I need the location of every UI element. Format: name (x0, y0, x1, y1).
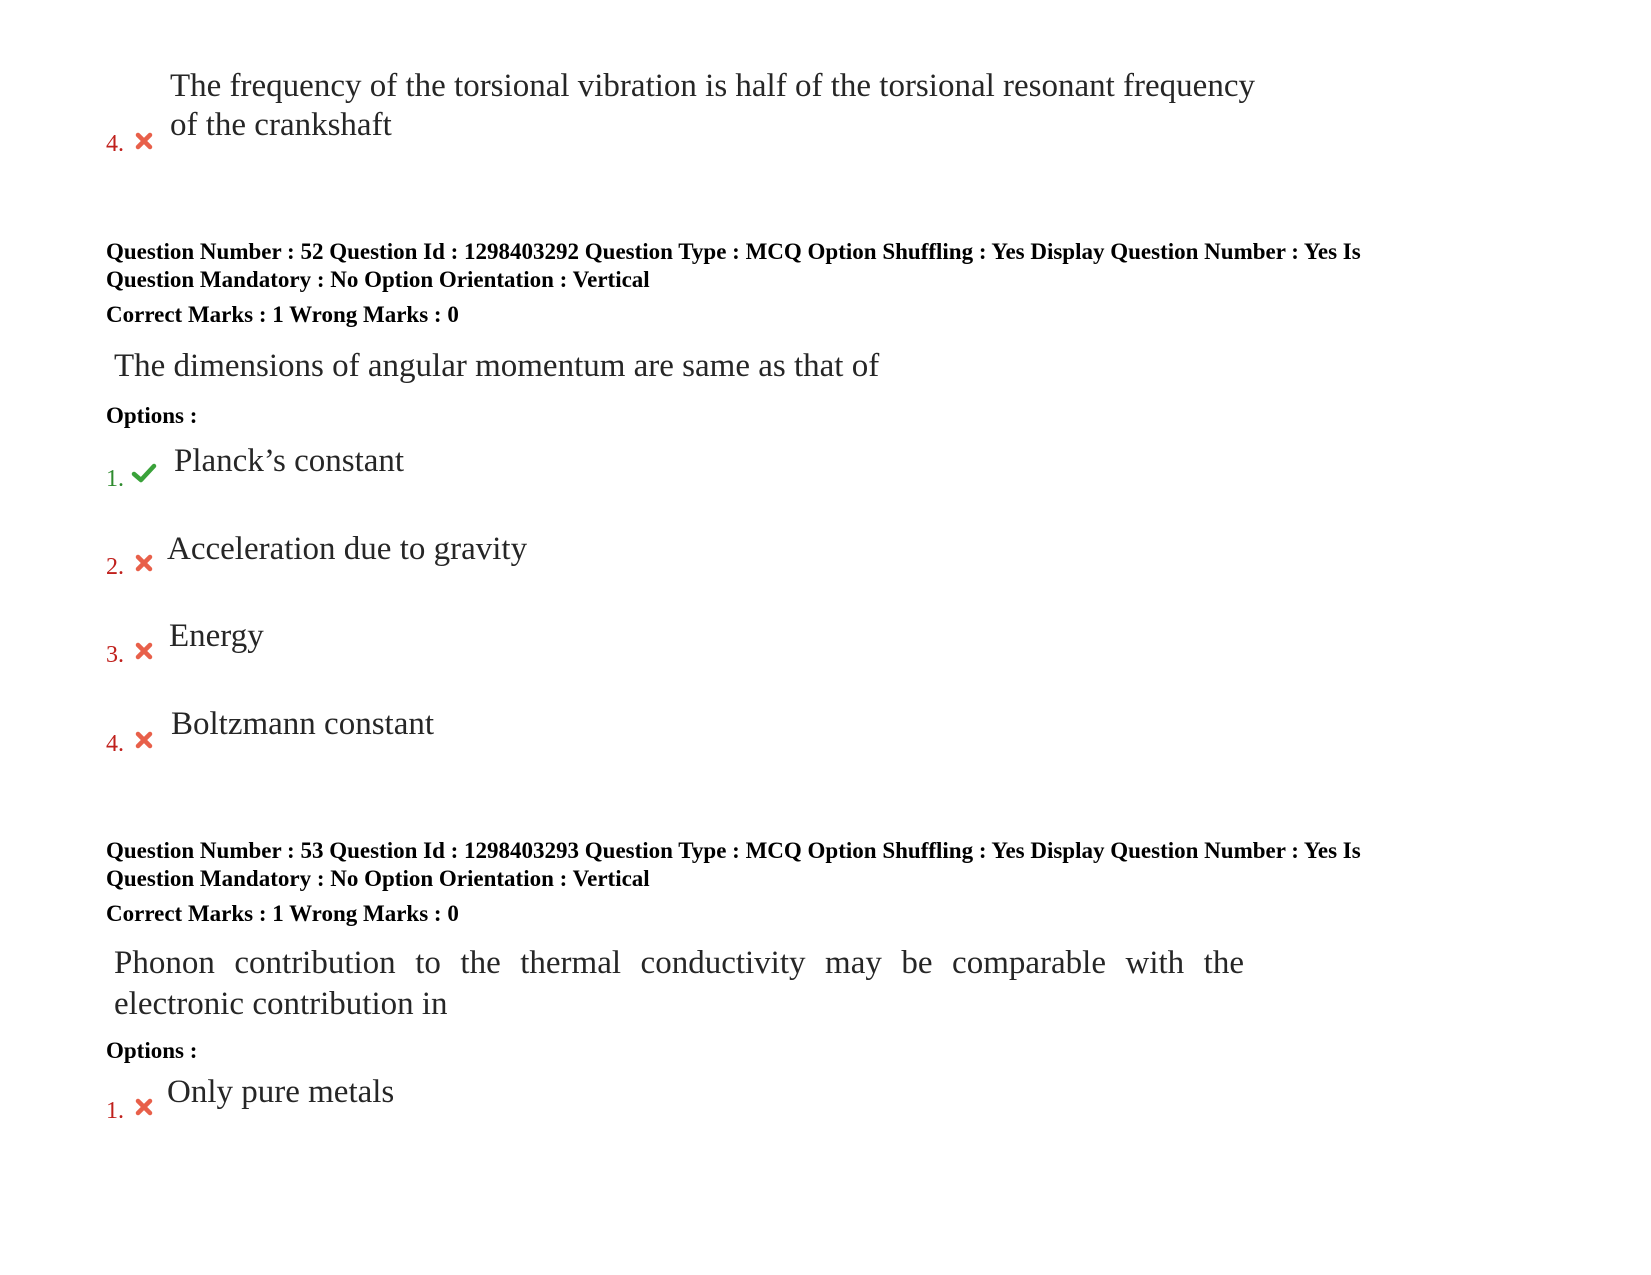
option-number: 1. (106, 466, 124, 492)
question-meta-line1: Question Number : 53 Question Id : 1298403293 Question Type : MCQ Option Shuffling : Yes Display Question Number : Yes Is (106, 838, 1361, 863)
option-text: Energy (169, 618, 264, 654)
question-marks: Correct Marks : 1 Wrong Marks : 0 (106, 901, 459, 926)
option-text: Planck’s constant (174, 443, 405, 479)
option-text: Acceleration due to gravity (167, 531, 528, 567)
option-number: 1. (106, 1098, 124, 1124)
question-text-line2: electronic contribution in (114, 986, 448, 1022)
option-text-line2: of the crankshaft (170, 107, 392, 143)
question-marks: Correct Marks : 1 Wrong Marks : 0 (106, 302, 459, 327)
check-icon (131, 462, 157, 484)
option-number: 4. (106, 131, 124, 157)
option-text-line1: The frequency of the torsional vibration is half of the torsional resonant frequency (170, 68, 1255, 104)
option-text: Only pure metals (167, 1074, 395, 1110)
question-meta-line2: Question Mandatory : No Option Orientation : Vertical (106, 267, 650, 292)
cross-icon (133, 729, 155, 751)
question-text-line1: Phonon contribution to the thermal conductivity may be comparable with the (114, 945, 1244, 981)
options-label: Options : (106, 403, 198, 428)
option-number: 3. (106, 642, 124, 668)
option-number: 2. (106, 554, 124, 580)
question-meta-line1: Question Number : 52 Question Id : 1298403292 Question Type : MCQ Option Shuffling : Yes Display Question Number : Yes Is (106, 239, 1361, 264)
cross-icon (133, 1096, 155, 1118)
option-text: Boltzmann constant (171, 706, 435, 742)
question-text: The dimensions of angular momentum are same as that of (114, 348, 880, 384)
cross-icon (133, 640, 155, 662)
options-label: Options : (106, 1038, 198, 1063)
question-meta-line2: Question Mandatory : No Option Orientation : Vertical (106, 866, 650, 891)
cross-icon (133, 552, 155, 574)
option-number: 4. (106, 731, 124, 757)
cross-icon (133, 130, 155, 152)
question-text (114, 943, 1244, 1025)
